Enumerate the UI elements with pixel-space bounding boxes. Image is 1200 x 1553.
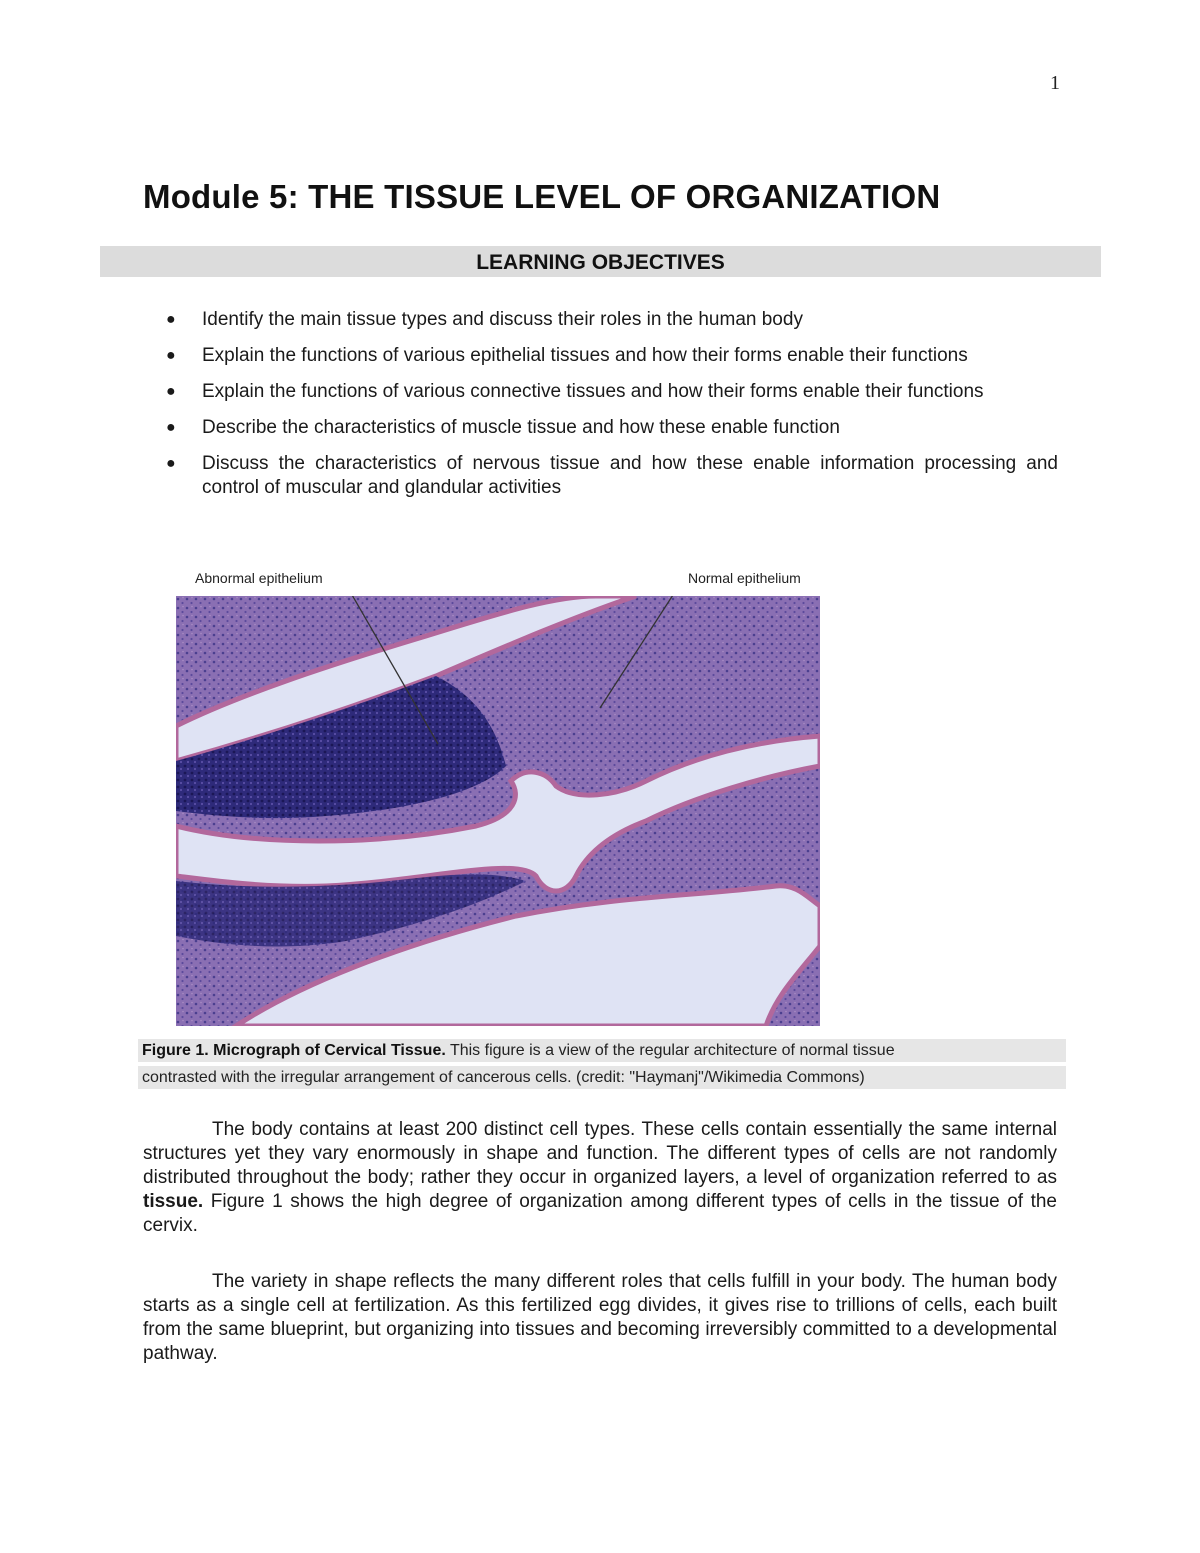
objective-text: Discuss the characteristics of nervous tissue and how these enable information processing and control of muscular and glandular activities	[202, 453, 1058, 498]
objective-item	[160, 344, 1058, 368]
bullet-icon: ●	[166, 455, 176, 472]
objective-text: Identify the main tissue types and discuss their roles in the human body	[202, 309, 803, 330]
bullet-icon: ●	[166, 419, 176, 436]
objective-item	[160, 452, 1058, 500]
figure-caption-title: Figure 1. Micrograph of Cervical Tissue.	[142, 1042, 446, 1059]
tissue-term: tissue.	[143, 1191, 204, 1212]
page-number: 1	[1050, 72, 1060, 94]
objective-item	[160, 416, 1058, 440]
objectives-list	[160, 308, 1058, 512]
objective-text: Explain the functions of various connective tissues and how their forms enable their functions	[202, 381, 984, 402]
body-paragraph-2: The variety in shape reflects the many different roles that cells fulfill in your body. The human body starts as a single cell at fertilization. As this fertilized egg divides, it gives rise to trillions of cells, each built from the same blueprint, but organizing into tissues and becoming irreversibly committed to a developmental pathway.	[143, 1271, 1057, 1364]
bullet-icon: ●	[166, 383, 176, 400]
figure-caption-line-1	[138, 1039, 1066, 1062]
paragraph-text: The body contains at least 200 distinct cell types. These cells contain essentially the same internal structures yet they vary enormously in shape and function. The different types of cells are not randomly distributed throughout the body; rather they occur in organized layers, a level of organization referred to as	[143, 1119, 1057, 1188]
page-title: Module 5: THE TISSUE LEVEL OF ORGANIZATION	[143, 178, 941, 215]
normal-epithelium-label: Normal epithelium	[688, 570, 801, 586]
bullet-icon: ●	[166, 347, 176, 364]
objective-item	[160, 380, 1058, 404]
paragraph-text: Figure 1 shows the high degree of organization among different types of cells in the tissue of the cervix.	[143, 1191, 1057, 1236]
cervical-tissue-micrograph	[176, 596, 820, 1026]
figure-caption-line-2: contrasted with the irregular arrangement of cancerous cells. (credit: "Haymanj"/Wikimedia Commons)	[138, 1066, 1066, 1089]
objective-item	[160, 308, 1058, 332]
bullet-icon: ●	[166, 311, 176, 328]
figure-caption-text: This figure is a view of the regular architecture of normal tissue	[445, 1042, 895, 1059]
objective-text: Describe the characteristics of muscle tissue and how these enable function	[202, 417, 840, 438]
body-paragraph-1	[143, 1118, 1057, 1238]
objectives-heading: LEARNING OBJECTIVES	[100, 246, 1101, 277]
abnormal-epithelium-label: Abnormal epithelium	[195, 570, 323, 586]
objective-text: Explain the functions of various epithelial tissues and how their forms enable their functions	[202, 345, 968, 366]
